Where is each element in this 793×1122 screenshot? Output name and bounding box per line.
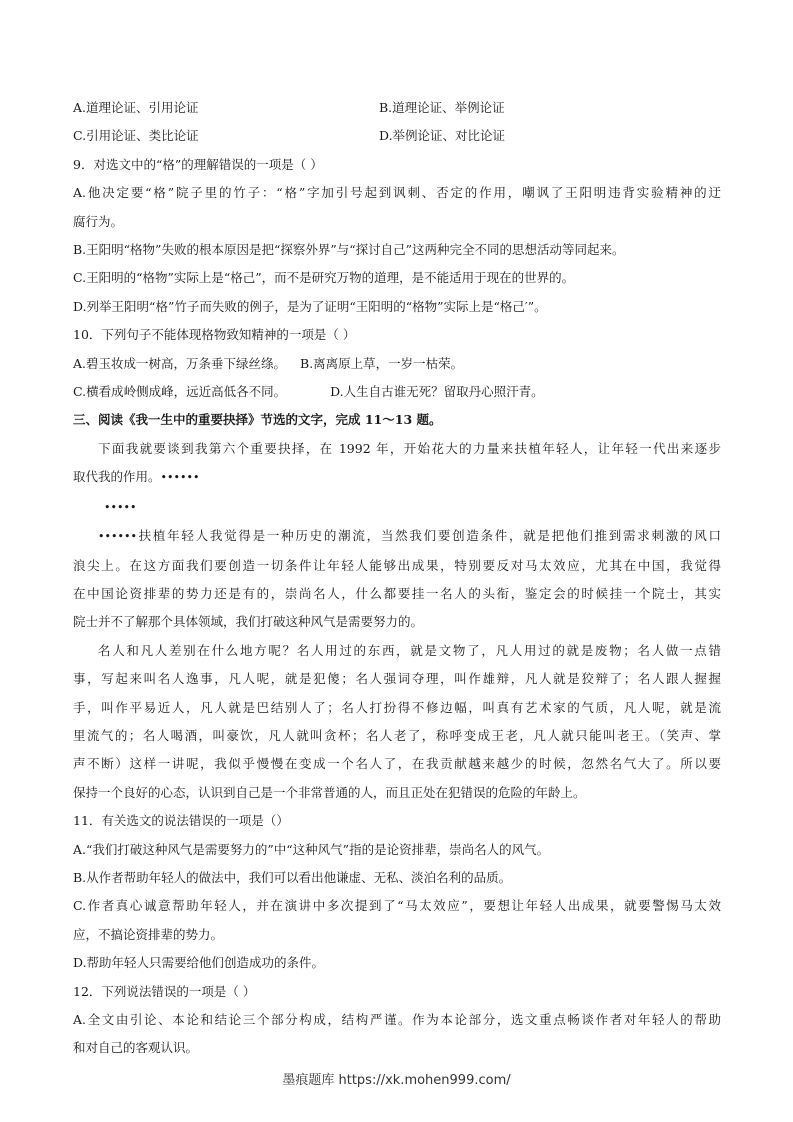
- q11-option-a: A.“我们打破这种风气是需要努力的”中“这种风气”指的是论资排辈，崇尚名人的风气。: [73, 841, 550, 857]
- passage-p4-line5: 声不断）这样一讲呢，我似乎慢慢在变成一个名人了，在我贡献越来越少的时候，忽然名气大了。所以要: [73, 756, 721, 772]
- q8-option-c: C.引用论证、类比论证: [73, 128, 199, 144]
- ellipsis-dots: •••••: [104, 500, 137, 514]
- q11-stem: 11．有关选文的说法错误的一项是（）: [73, 813, 289, 829]
- passage-p4-line4: 里流气的；名人喝酒，叫豪饮，凡人就叫贪杯；名人老了，称呼变成王老，凡人就只能叫老王。（笑声、掌: [73, 727, 721, 743]
- q11-option-c-line2: 应，不搞论资排辈的势力。: [73, 926, 224, 942]
- passage-p4-line3: 手，叫作平易近人，凡人就是巴结别人了；名人打扮得不修边幅，叫真有艺术家的气质，凡人呢，就是流: [73, 699, 721, 715]
- q8-option-b: B.道理论证、举例论证: [379, 100, 505, 115]
- passage-p4-line2: 事，写起来叫名人逸事，凡人呢，就是犯傻；名人强词夺理，叫作雄辩，凡人就是狡辩了；名人跟人握握: [73, 671, 721, 687]
- q12-option-a-line2: 和对自己的客观认识。: [73, 1040, 199, 1056]
- passage-p1-line1: 下面我就要谈到我第六个重要抉择，在 1992 年，开始花大的力量来扶植年轻人，让年轻一代出来逐步: [98, 440, 721, 456]
- q10-option-d: D.人生自古谁无死？留取丹心照汗青。: [330, 384, 544, 400]
- q11-option-b: B.从作者帮助年轻人的做法中，我们可以看出他谦虚、无私、淡泊名利的品质。: [73, 869, 512, 885]
- q9-option-a-line2: 腐行为。: [73, 213, 124, 229]
- passage-p2: [73, 493, 721, 522]
- q9-option-b: B.王阳明“格物”失败的根本原因是把“探察外界”与“探讨自己”这两种完全不同的思想活动等同起来。: [73, 242, 625, 258]
- q10-stem: 10．下列句子不能体现格物致知精神的一项是（ ）: [73, 327, 356, 343]
- q8-option-d: D.举例论证、对比论证: [379, 128, 506, 144]
- q8-option-a: A.道理论证、引用论证: [73, 100, 199, 115]
- q10-option-b: B.离离原上草，一岁一枯荣。: [300, 355, 464, 371]
- ellipsis-dots: ••••••: [160, 471, 200, 485]
- passage-p3-line2: 浪尖上。在这方面我们要创造一切条件让年轻人能够出成果，特别要反对马太效应，尤其在中国，我觉得: [73, 557, 721, 573]
- q12-stem: 12．下列说法错误的一项是（ ）: [73, 983, 256, 999]
- passage-p4-line6: 保持一个良好的心态，认识到自己是一个非常普通的人，而且正处在犯错误的危险的年龄上。: [73, 784, 586, 800]
- passage-p3-line4: 院士并不了解那个具体领域，我们打破这种风气是需要努力的。: [73, 614, 424, 630]
- q9-stem: 9．对选文中的“格”的理解错误的一项是（ ）: [73, 156, 323, 172]
- passage-p3-text: 扶植年轻人我觉得是一种历史的潮流，当然我们要创造条件，就是把他们推到需求刺激的风口: [136, 528, 721, 544]
- q9-option-a-line1: A.他决定要“格”院子里的竹子：“格”字加引号起到讽刺、否定的作用，嘲讽了王阳明违背实验精神的迂: [73, 185, 721, 201]
- q8-options-row-2: [73, 122, 721, 150]
- q10-options-row-1: [73, 350, 721, 378]
- ellipsis-dots: ••••••: [98, 530, 137, 544]
- exam-page: [73, 94, 721, 1063]
- passage-p1-line2: [73, 463, 721, 492]
- q9-option-c: C.王阳明的“格物”实际上是“格己”，而不是研究万物的道理，是不能适用于现在的世界的。: [73, 270, 575, 286]
- q10-option-a: A.碧玉妆成一树高，万条垂下绿丝绦。: [73, 355, 287, 371]
- q11-option-d: D.帮助年轻人只需要给他们创造成功的条件。: [73, 955, 325, 971]
- footer-watermark: 墨痕题库 https://xk.mohen999.com/: [282, 1073, 511, 1088]
- q8-options-row-1: [73, 94, 721, 122]
- q11-option-c-line1: C.作者真心诚意帮助年轻人，并在演讲中多次提到了“马太效应”，要想让年轻人出成果，就要警惕马太效: [73, 898, 721, 914]
- passage-p4-line1: 名人和凡人差别在什么地方呢？名人用过的东西，就是文物了，凡人用过的就是废物；名人做一点错: [98, 642, 721, 658]
- passage-p1-text: 取代我的作用。: [73, 469, 161, 485]
- passage-p3-line1: [73, 522, 721, 551]
- q10-options-row-2: [73, 378, 721, 406]
- q10-option-c: C.横看成岭侧成峰，远近高低各不同。: [73, 384, 287, 400]
- q12-option-a-line1: A.全文由引论、本论和结论三个部分构成，结构严谨。作为本论部分，选文重点畅谈作者对年轻人的帮助: [73, 1012, 721, 1027]
- section-3-heading: 三、阅读《我一生中的重要抉择》节选的文字，完成 11～13 题。: [73, 412, 442, 428]
- q9-option-d: D.列举王阳明“格”竹子而失败的例子，是为了证明“王阳明的“格物”实际上是“格己′”。: [73, 298, 547, 314]
- passage-p3-line3: 在中国论资排辈的势力还是有的，崇尚名人，什么都要挂一名人的头衔，鉴定会的时候挂一个院士，其实: [73, 585, 721, 601]
